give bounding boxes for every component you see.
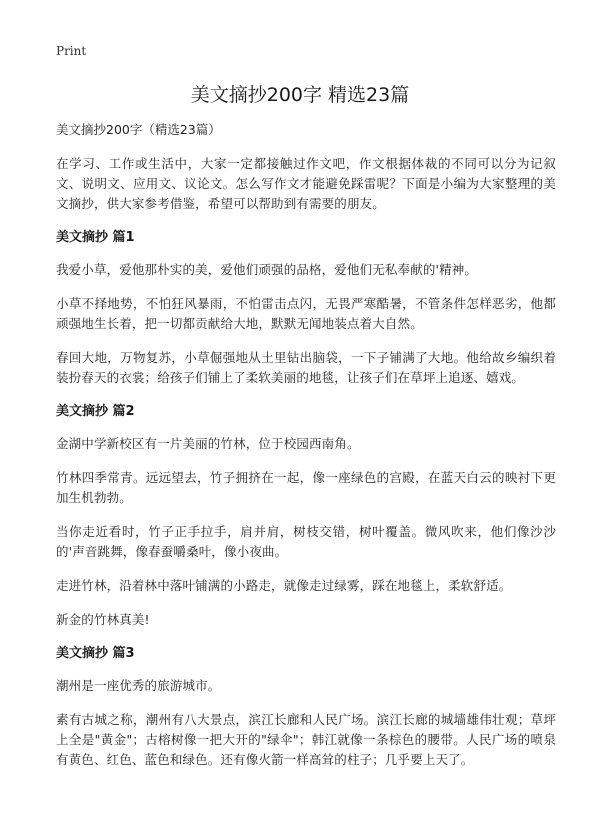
section-1-paragraph-1: 我爱小草，爱他那朴实的美，爱他们顽强的品格，爱他们无私奉献的'精神。 [56, 262, 478, 277]
section-2-paragraph-5: 新金的竹林真美! [56, 612, 150, 627]
page-title: 美文摘抄200字 精选23篇 [190, 84, 410, 106]
section-heading-2: 美文摘抄 篇2 [56, 404, 135, 419]
section-2-paragraph-2: 竹林四季常青。远远望去，竹子拥挤在一起，像一座绿色的宫殿，在蓝天白云的映衬下更加生机勃勃。 [56, 470, 556, 505]
section-2-paragraph-4: 走进竹林，沿着林中落叶铺满的小路走，就像走过绿雾，踩在地毯上，柔软舒适。 [56, 578, 512, 593]
section-1-paragraph-2: 小草不择地势，不怕狂风暴雨，不怕雷击点闪，无畏严寒酷暑，不管条件怎样恶劣，他都顽强地生长着，把一切都贡献给大地，默默无闻地装点着大自然。 [56, 296, 556, 331]
section-3-paragraph-2: 素有古城之称，潮州有八大景点，滨江长廊和人民广场。滨江长廊的城墙雄伟壮观；草坪上全是"黄金"；古榕树像一把大开的"绿伞"；韩江就像一条棕色的腰带。人民广场的喷泉有黄色、红色、蓝色和绿色。还有像火箭一样高耸的柱子；几乎要上天了。 [56, 712, 556, 767]
print-link[interactable]: Print [56, 44, 87, 58]
section-2-paragraph-3: 当你走近看时，竹子正手拉手，肩并肩，树枝交错，树叶覆盖。微风吹来，他们像沙沙的'声音跳舞，像春蚕嚼桑叶，像小夜曲。 [56, 524, 556, 559]
article-content [56, 120, 556, 784]
intro-paragraph: 在学习、工作或生活中，大家一定都接触过作文吧，作文根据体裁的不同可以分为记叙文、说明文、应用文、议论文。怎么写作文才能避免踩雷呢？下面是小编为大家整理的美文摘抄，供大家参考借鉴，希望可以帮助到有需要的朋友。 [56, 156, 556, 211]
section-heading-1: 美文摘抄 篇1 [56, 230, 135, 245]
section-2-paragraph-1: 金湖中学新校区有一片美丽的竹林，位于校园西南角。 [56, 436, 360, 451]
article-subtitle: 美文摘抄200字（精选23篇） [56, 122, 221, 137]
section-heading-3: 美文摘抄 篇3 [56, 646, 135, 661]
section-1-paragraph-3: 春回大地，万物复苏，小草倔强地从土里钻出脑袋，一下子铺满了大地。他给故乡编织着装扮春天的衣裳；给孩子们铺上了柔软美丽的地毯，让孩子们在草坪上追逐、嬉戏。 [56, 350, 556, 385]
section-3-paragraph-1: 潮州是一座优秀的旅游城市。 [56, 678, 221, 693]
